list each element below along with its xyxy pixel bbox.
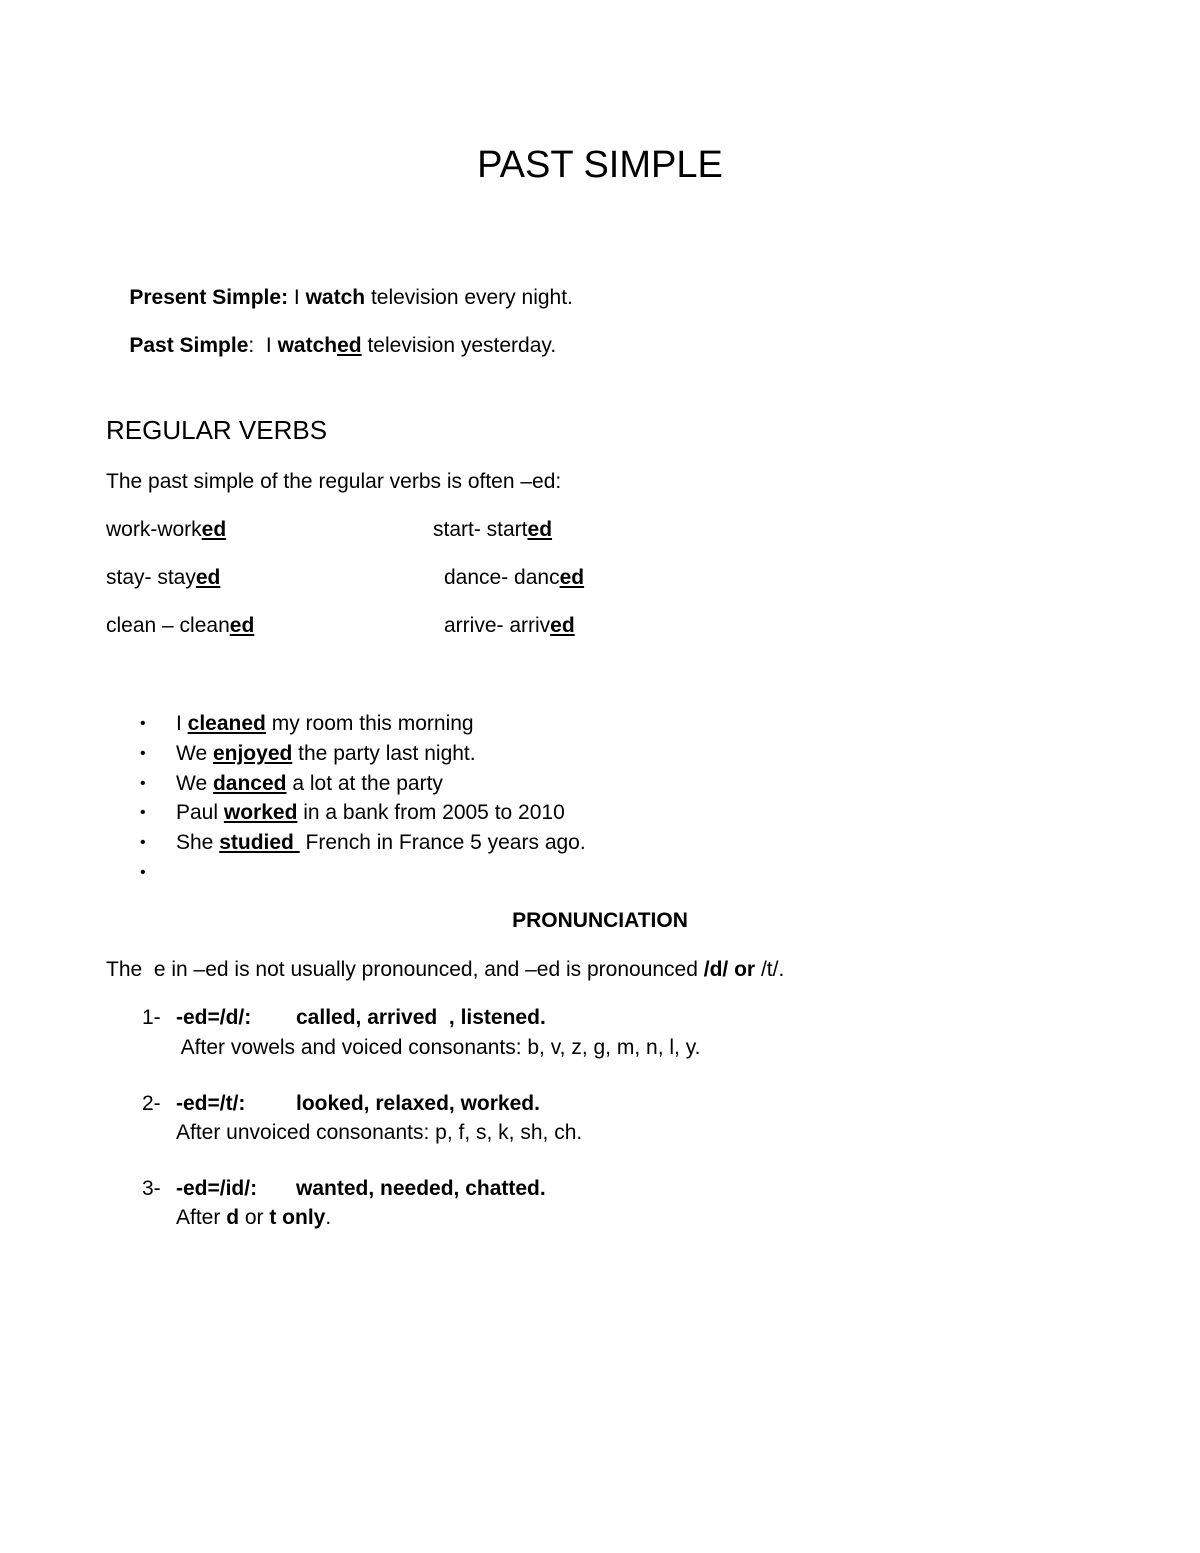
list-item: I cleaned my room this morning xyxy=(176,712,474,735)
rule-note: After vowels and voiced consonants: b, v, z, g, m, n, l, y. xyxy=(176,1036,701,1059)
rule-number: 2- xyxy=(142,1092,161,1115)
list-item: We enjoyed the party last night. xyxy=(176,742,476,765)
verb-pair: clean – cleaned xyxy=(106,614,255,637)
present-simple-label: Present Simple: xyxy=(129,286,289,309)
list-item: We danced a lot at the party xyxy=(176,772,443,795)
rule-number: 1- xyxy=(142,1006,161,1029)
pronunciation-intro: The e in –ed is not usually pronounced, and –ed is pronounced /d/ or /t/. xyxy=(106,958,785,981)
regular-verbs-intro: The past simple of the regular verbs is often –ed: xyxy=(106,470,562,493)
verb-pair: dance- danced xyxy=(444,566,585,589)
page-title: PAST SIMPLE xyxy=(477,144,723,186)
list-item: Paul worked in a bank from 2005 to 2010 xyxy=(176,801,565,824)
bullet-icon: • xyxy=(140,804,146,821)
bullet-icon: • xyxy=(140,864,146,881)
past-verb-base: watch xyxy=(277,334,338,357)
rule-note: After d or t only. xyxy=(176,1206,332,1229)
verb-pair: work-worked xyxy=(106,518,227,541)
regular-verbs-heading: REGULAR VERBS xyxy=(106,415,328,445)
rule-examples: wanted, needed, chatted. xyxy=(296,1177,546,1200)
verb-pair: arrive- arrived xyxy=(444,614,575,637)
rule-ending: -ed=/id/: xyxy=(176,1177,258,1200)
verb-pair: stay- stayed xyxy=(106,566,221,589)
present-simple-example: Present Simple: I watch television every night. xyxy=(129,286,573,309)
bullet-icon: • xyxy=(140,715,146,732)
past-verb-ending: ed xyxy=(337,334,362,357)
bullet-icon: • xyxy=(140,834,146,851)
verb-pair: start- started xyxy=(433,518,553,541)
rule-ending: -ed=/t/: xyxy=(176,1092,246,1115)
rule-number: 3- xyxy=(142,1177,161,1200)
bullet-icon: • xyxy=(140,745,146,762)
rule-examples: called, arrived , listened. xyxy=(296,1006,546,1029)
rule-note: After unvoiced consonants: p, f, s, k, sh, ch. xyxy=(176,1121,583,1144)
pronunciation-heading: PRONUNCIATION xyxy=(512,909,688,932)
rule-examples: looked, relaxed, worked. xyxy=(296,1092,540,1115)
past-simple-label: Past Simple xyxy=(129,334,249,357)
past-simple-example: Past Simple: I watched television yesterday. xyxy=(129,334,557,357)
bullet-icon: • xyxy=(140,775,146,792)
list-item: She studied French in France 5 years ago. xyxy=(176,831,586,854)
rule-ending: -ed=/d/: xyxy=(176,1006,252,1029)
present-verb: watch xyxy=(305,286,366,309)
